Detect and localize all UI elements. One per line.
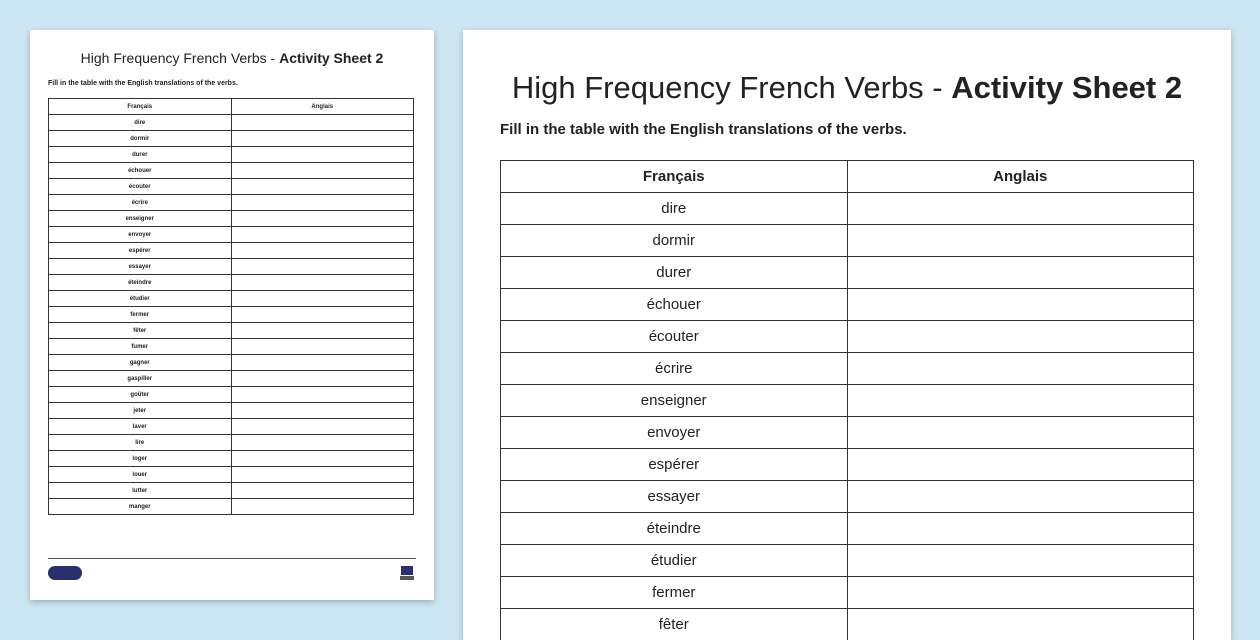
page-title: High Frequency French Verbs - Activity Sheet 2: [463, 70, 1231, 106]
table-row: [501, 321, 1194, 353]
table-row: [49, 291, 414, 307]
worksheet-main: [463, 30, 1231, 640]
english-answer-cell[interactable]: [847, 545, 1194, 577]
french-verb-cell: échouer: [501, 289, 848, 321]
french-verb-cell: écrire: [49, 195, 232, 211]
french-verb-cell: fermer: [49, 307, 232, 323]
instructions-text: Fill in the table with the English translations of the verbs.: [500, 121, 907, 138]
table-row: [501, 193, 1194, 225]
french-verb-cell: éteindre: [49, 275, 232, 291]
thumbnail-instructions: Fill in the table with the English translations of the verbs.: [48, 80, 238, 87]
french-verb-cell: jeter: [49, 403, 232, 419]
english-answer-cell[interactable]: [847, 513, 1194, 545]
english-answer-cell[interactable]: [231, 275, 414, 291]
english-answer-cell[interactable]: [231, 339, 414, 355]
english-answer-cell[interactable]: [847, 257, 1194, 289]
table-row: [49, 339, 414, 355]
english-answer-cell[interactable]: [847, 577, 1194, 609]
french-verb-cell: durer: [501, 257, 848, 289]
french-verb-cell: loger: [49, 451, 232, 467]
french-verb-cell: essayer: [501, 481, 848, 513]
english-answer-cell[interactable]: [231, 195, 414, 211]
table-row: [49, 115, 414, 131]
table-row: [49, 355, 414, 371]
french-verb-cell: lutter: [49, 483, 232, 499]
english-answer-cell[interactable]: [231, 355, 414, 371]
table-row: [501, 289, 1194, 321]
french-verb-cell: envoyer: [49, 227, 232, 243]
english-answer-cell[interactable]: [231, 499, 414, 515]
english-answer-cell[interactable]: [231, 387, 414, 403]
french-verb-cell: espérer: [49, 243, 232, 259]
table-row: [501, 577, 1194, 609]
french-verb-cell: essayer: [49, 259, 232, 275]
english-answer-cell[interactable]: [231, 147, 414, 163]
english-answer-cell[interactable]: [847, 385, 1194, 417]
table-row: [49, 323, 414, 339]
english-answer-cell[interactable]: [231, 131, 414, 147]
french-verb-cell: dormir: [49, 131, 232, 147]
english-answer-cell[interactable]: [847, 289, 1194, 321]
english-answer-cell[interactable]: [847, 481, 1194, 513]
english-answer-cell[interactable]: [231, 115, 414, 131]
english-answer-cell[interactable]: [231, 323, 414, 339]
french-verb-cell: écouter: [501, 321, 848, 353]
french-verb-cell: dire: [501, 193, 848, 225]
french-verb-cell: manger: [49, 499, 232, 515]
french-verb-cell: durer: [49, 147, 232, 163]
english-answer-cell[interactable]: [231, 467, 414, 483]
english-answer-cell[interactable]: [847, 353, 1194, 385]
french-verb-cell: gagner: [49, 355, 232, 371]
table-row: [501, 545, 1194, 577]
table-row: [501, 257, 1194, 289]
english-answer-cell[interactable]: [231, 259, 414, 275]
english-answer-cell[interactable]: [231, 307, 414, 323]
table-row: [49, 163, 414, 179]
english-answer-cell[interactable]: [231, 371, 414, 387]
french-verb-cell: louer: [49, 467, 232, 483]
footer-divider: [48, 558, 416, 559]
table-row: [49, 387, 414, 403]
english-answer-cell[interactable]: [231, 179, 414, 195]
english-answer-cell[interactable]: [847, 609, 1194, 640]
table-row: [501, 449, 1194, 481]
table-row: [49, 227, 414, 243]
table-row: [49, 499, 414, 515]
english-answer-cell[interactable]: [231, 403, 414, 419]
table-row: [49, 467, 414, 483]
french-verb-cell: gaspiller: [49, 371, 232, 387]
french-verb-cell: dire: [49, 115, 232, 131]
col-header-english: Anglais: [847, 161, 1194, 193]
table-row: [49, 275, 414, 291]
french-verb-cell: enseigner: [501, 385, 848, 417]
table-row: [49, 403, 414, 419]
french-verb-cell: fermer: [501, 577, 848, 609]
col-header-french: Français: [501, 161, 848, 193]
brand-logo: [48, 566, 82, 580]
english-answer-cell[interactable]: [847, 449, 1194, 481]
table-row: [501, 417, 1194, 449]
french-verb-cell: envoyer: [501, 417, 848, 449]
table-row: [49, 243, 414, 259]
french-verb-cell: écrire: [501, 353, 848, 385]
table-row: [49, 371, 414, 387]
french-verb-cell: goûter: [49, 387, 232, 403]
thumbnail-title: High Frequency French Verbs - Activity Sheet 2: [30, 50, 434, 66]
verb-table: [500, 160, 1194, 640]
french-verb-cell: écouter: [49, 179, 232, 195]
col-header-english: Anglais: [231, 99, 414, 115]
table-row: [49, 419, 414, 435]
french-verb-cell: étudier: [501, 545, 848, 577]
table-row: [49, 435, 414, 451]
french-verb-cell: dormir: [501, 225, 848, 257]
english-answer-cell[interactable]: [231, 483, 414, 499]
table-row: [501, 353, 1194, 385]
english-answer-cell[interactable]: [231, 163, 414, 179]
english-answer-cell[interactable]: [231, 243, 414, 259]
english-answer-cell[interactable]: [847, 321, 1194, 353]
col-header-french: Français: [49, 99, 232, 115]
french-verb-cell: enseigner: [49, 211, 232, 227]
english-answer-cell[interactable]: [231, 451, 414, 467]
table-row: [49, 451, 414, 467]
english-answer-cell[interactable]: [847, 193, 1194, 225]
table-row: [501, 225, 1194, 257]
table-row: [49, 211, 414, 227]
french-verb-cell: fêter: [501, 609, 848, 640]
table-row: [49, 307, 414, 323]
french-verb-cell: fêter: [49, 323, 232, 339]
table-row: [49, 179, 414, 195]
english-answer-cell[interactable]: [847, 417, 1194, 449]
table-row: [49, 131, 414, 147]
table-row: [501, 385, 1194, 417]
english-answer-cell[interactable]: [231, 291, 414, 307]
table-row: [501, 609, 1194, 640]
english-answer-cell[interactable]: [231, 211, 414, 227]
english-answer-cell[interactable]: [847, 225, 1194, 257]
certificate-icon: [398, 564, 416, 582]
french-verb-cell: laver: [49, 419, 232, 435]
french-verb-cell: lire: [49, 435, 232, 451]
table-row: [501, 513, 1194, 545]
thumbnail-verb-table: [48, 98, 414, 515]
table-row: [49, 147, 414, 163]
table-row: [49, 259, 414, 275]
english-answer-cell[interactable]: [231, 227, 414, 243]
french-verb-cell: échouer: [49, 163, 232, 179]
english-answer-cell[interactable]: [231, 419, 414, 435]
french-verb-cell: éteindre: [501, 513, 848, 545]
english-answer-cell[interactable]: [231, 435, 414, 451]
french-verb-cell: fumer: [49, 339, 232, 355]
table-row: [501, 481, 1194, 513]
table-row: [49, 483, 414, 499]
french-verb-cell: étudier: [49, 291, 232, 307]
worksheet-thumbnail: [30, 30, 434, 600]
table-row: [49, 195, 414, 211]
french-verb-cell: espérer: [501, 449, 848, 481]
